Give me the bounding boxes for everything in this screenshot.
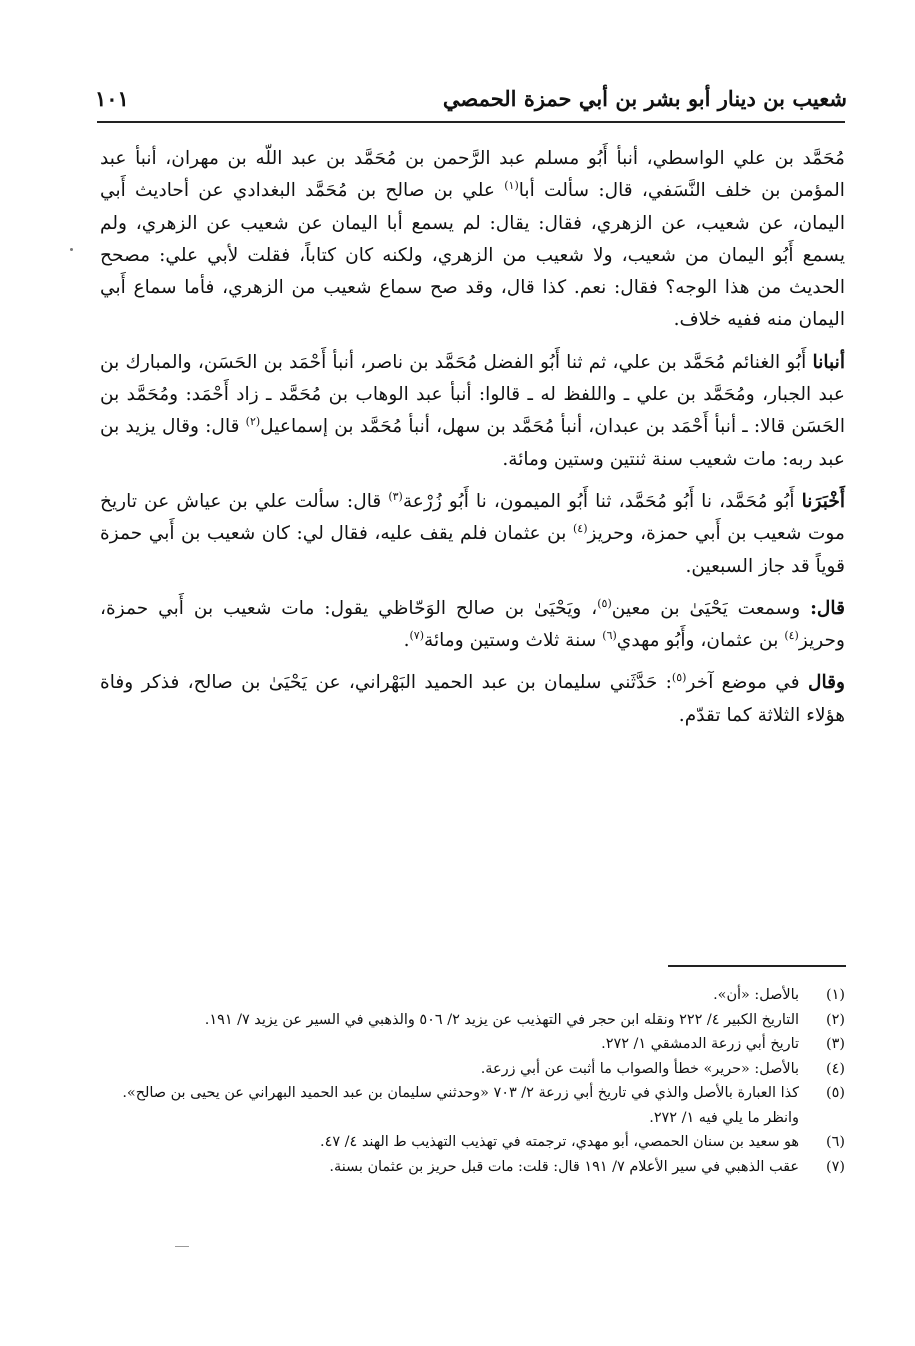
text-run: ، ويَحْيَىٰ بن صالح الوَحّاظي يقول: مات شعيب بن أَبي حمزة، وحريز <box>100 597 845 652</box>
text-run: قال: سألت علي بن عياش عن تاريخ موت شعيب بن أَبي حمزة، وحريز <box>100 490 845 545</box>
text-run: أَبُو مُحَمَّد، نا أَبُو مُحَمَّد، ثنا أَبُو الميمون، نا أَبُو زُرْعة <box>402 490 802 512</box>
footnote-item <box>100 1155 845 1180</box>
paragraph-1 <box>100 143 845 337</box>
footnote-line: كذا العبارة بالأصل والذي في تاريخ أبي زرعة ٢/ ٧٠٣ «وحدثني سليمان بن عبد الحميد البهراني عن يحيى بن صالح». <box>122 1085 799 1101</box>
footnote-line: تاريخ أبي زرعة الدمشقي ١/ ٢٧٢. <box>601 1036 799 1052</box>
footnote-line: بالأصل: «حرير» خطأ والصواب ما أثبت عن أبي زرعة. <box>480 1060 799 1077</box>
paragraph-3 <box>100 486 845 583</box>
text-run: بن عثمان فلم يقف عليه، فقال لي: كان شعيب بن أَبي حمزة قوياً قد جاز السبعين. <box>100 523 845 577</box>
footnote-line: وانظر ما يلي فيه ١/ ٢٧٢. <box>649 1109 799 1126</box>
footnote-text <box>100 1081 799 1130</box>
footnote-ref[interactable]: (٣) <box>388 489 403 503</box>
text-run: قال: وقال يزيد بن عبد ربه: مات شعيب سنة ثنتين وستين ومائة. <box>100 416 845 470</box>
footnote-item <box>100 1008 845 1033</box>
text-run: علي بن صالح بن مُحَمَّد البغدادي عن أحاديث أَبي اليمان، عن شعيب، عن الزهري، فقال: يقال: لم يسمع أبا اليمان عن شعيب عن الزهري، ولم يسمع أَبُو اليمان من شعيب، ولا شعيب من الزهري، ولكنه كان كتاباً، فقلت لأبي علي: مصحح الحديث من هذا الوجه؟ فقال: نعم. كذا قال، وقد صح سماع شعيب من الزهري، فأما سماع أَبي اليمان منه ففيه خلاف. <box>100 180 845 331</box>
footnote-number: (٢) <box>826 1011 845 1028</box>
footnote-ref[interactable]: (٤) <box>784 628 799 642</box>
footnote-text <box>100 983 799 1008</box>
footnotes <box>100 983 845 1179</box>
footnote-separator <box>668 965 846 967</box>
header-rule <box>97 121 845 123</box>
footnote-number: (٣) <box>826 1036 845 1052</box>
isnad-lead: أنبانا <box>812 351 845 373</box>
footnote-text <box>100 1130 799 1155</box>
isnad-lead: قال: <box>810 597 845 619</box>
text-run: وسمعت يَحْيَىٰ بن معين <box>611 597 811 619</box>
footnote-item <box>100 1130 845 1155</box>
main-text <box>100 143 845 742</box>
text-run: أَبُو الغنائم مُحَمَّد بن علي، ثم ثنا أَبُو الفضل مُحَمَّد بن ناصر، أنبأ أَحْمَد بن الحَسَن، والمبارك بن عبد الجبار، ومُحَمَّد بن علي ـ واللفظ له ـ قالوا: أنبأ عبد الوهاب بن مُحَمَّد ـ زاد أَحْمَد: ومُحَمَّد بن الحَسَن قالا: ـ أنبأ أَحْمَد بن عبدان، أنبأ مُحَمَّد بن سهل، أنبأ مُحَمَّد بن إسماعيل <box>100 351 845 438</box>
footnote-text <box>100 1008 799 1033</box>
header-title: شعيب بن دينار أبو بشر بن أبي حمزة الحمصي <box>442 86 847 111</box>
text-run: . <box>403 630 410 652</box>
footnote-ref[interactable]: (٤) <box>572 522 588 536</box>
footnote-number: (٦) <box>826 1134 845 1150</box>
footnote-line: هو سعيد بن سنان الحمصي، أبو مهدي، ترجمته في تهذيب التهذيب ط الهند ٤/ ٤٧. <box>320 1134 799 1150</box>
footnote-item <box>100 1081 845 1130</box>
text-run: في موضع آخر <box>686 672 808 694</box>
footnote-item <box>100 1032 845 1057</box>
margin-mark <box>70 248 73 251</box>
footnote-line: بالأصل: «أن». <box>713 987 799 1003</box>
paragraph-4 <box>100 593 845 658</box>
footnote-ref[interactable]: (٥) <box>671 671 687 685</box>
footnote-number: (٧) <box>826 1158 845 1175</box>
footnote-ref[interactable]: (١) <box>504 179 519 193</box>
text-run: بن عثمان، وأَبُو مهدي <box>616 630 785 652</box>
text-run: : حَدَّثَني سليمان بن عبد الحميد البَهْراني، عن يَحْيَىٰ بن صالح، فذكر وفاة هؤلاء الثلاثة كما تقدّم. <box>100 672 845 726</box>
footnote-text <box>100 1155 799 1180</box>
footnote-ref[interactable]: (٦) <box>602 628 617 642</box>
footnote-number: (٥) <box>826 1085 845 1101</box>
isnad-lead: أَخْبَرَنا <box>801 490 845 512</box>
page-number: ١٠١ <box>95 86 129 111</box>
footnote-line: التاريخ الكبير ٤/ ٢٢٢ ونقله ابن حجر في التهذيب عن يزيد ٢/ ٥٠٦ والذهبي في السير عن يزيد ٧/ ١٩١. <box>204 1011 799 1028</box>
footnote-line: عقب الذهبي في سير الأعلام ٧/ ١٩١ قال: قلت: مات قبل حريز بن عثمان بسنة. <box>329 1158 799 1175</box>
footnote-ref[interactable]: (٥) <box>597 596 612 610</box>
footnote-item <box>100 983 845 1008</box>
isnad-lead: وقال <box>807 672 845 694</box>
footnote-ref[interactable]: (٢) <box>245 415 261 429</box>
running-header <box>95 86 847 116</box>
footnote-text <box>100 1057 799 1082</box>
text-run: مُحَمَّد بن علي الواسطي، أنبأ أَبُو مسلم عبد الرَّحمن بن مُحَمَّد بن عبد اللّه بن مهران، أنبأ عبد المؤمن بن خلف النَّسَفي، قال: سألت أبا <box>100 148 845 202</box>
text-run: سنة ثلاث وستين ومائة <box>424 630 603 652</box>
paragraph-5 <box>100 667 845 732</box>
footnote-text <box>100 1032 799 1057</box>
stray-mark <box>175 1246 189 1247</box>
footnote-ref[interactable]: (٧) <box>409 628 424 642</box>
paragraph-2 <box>100 347 845 476</box>
footnote-item <box>100 1057 845 1082</box>
footnote-number: (٤) <box>826 1060 845 1077</box>
footnote-number: (١) <box>826 987 845 1003</box>
